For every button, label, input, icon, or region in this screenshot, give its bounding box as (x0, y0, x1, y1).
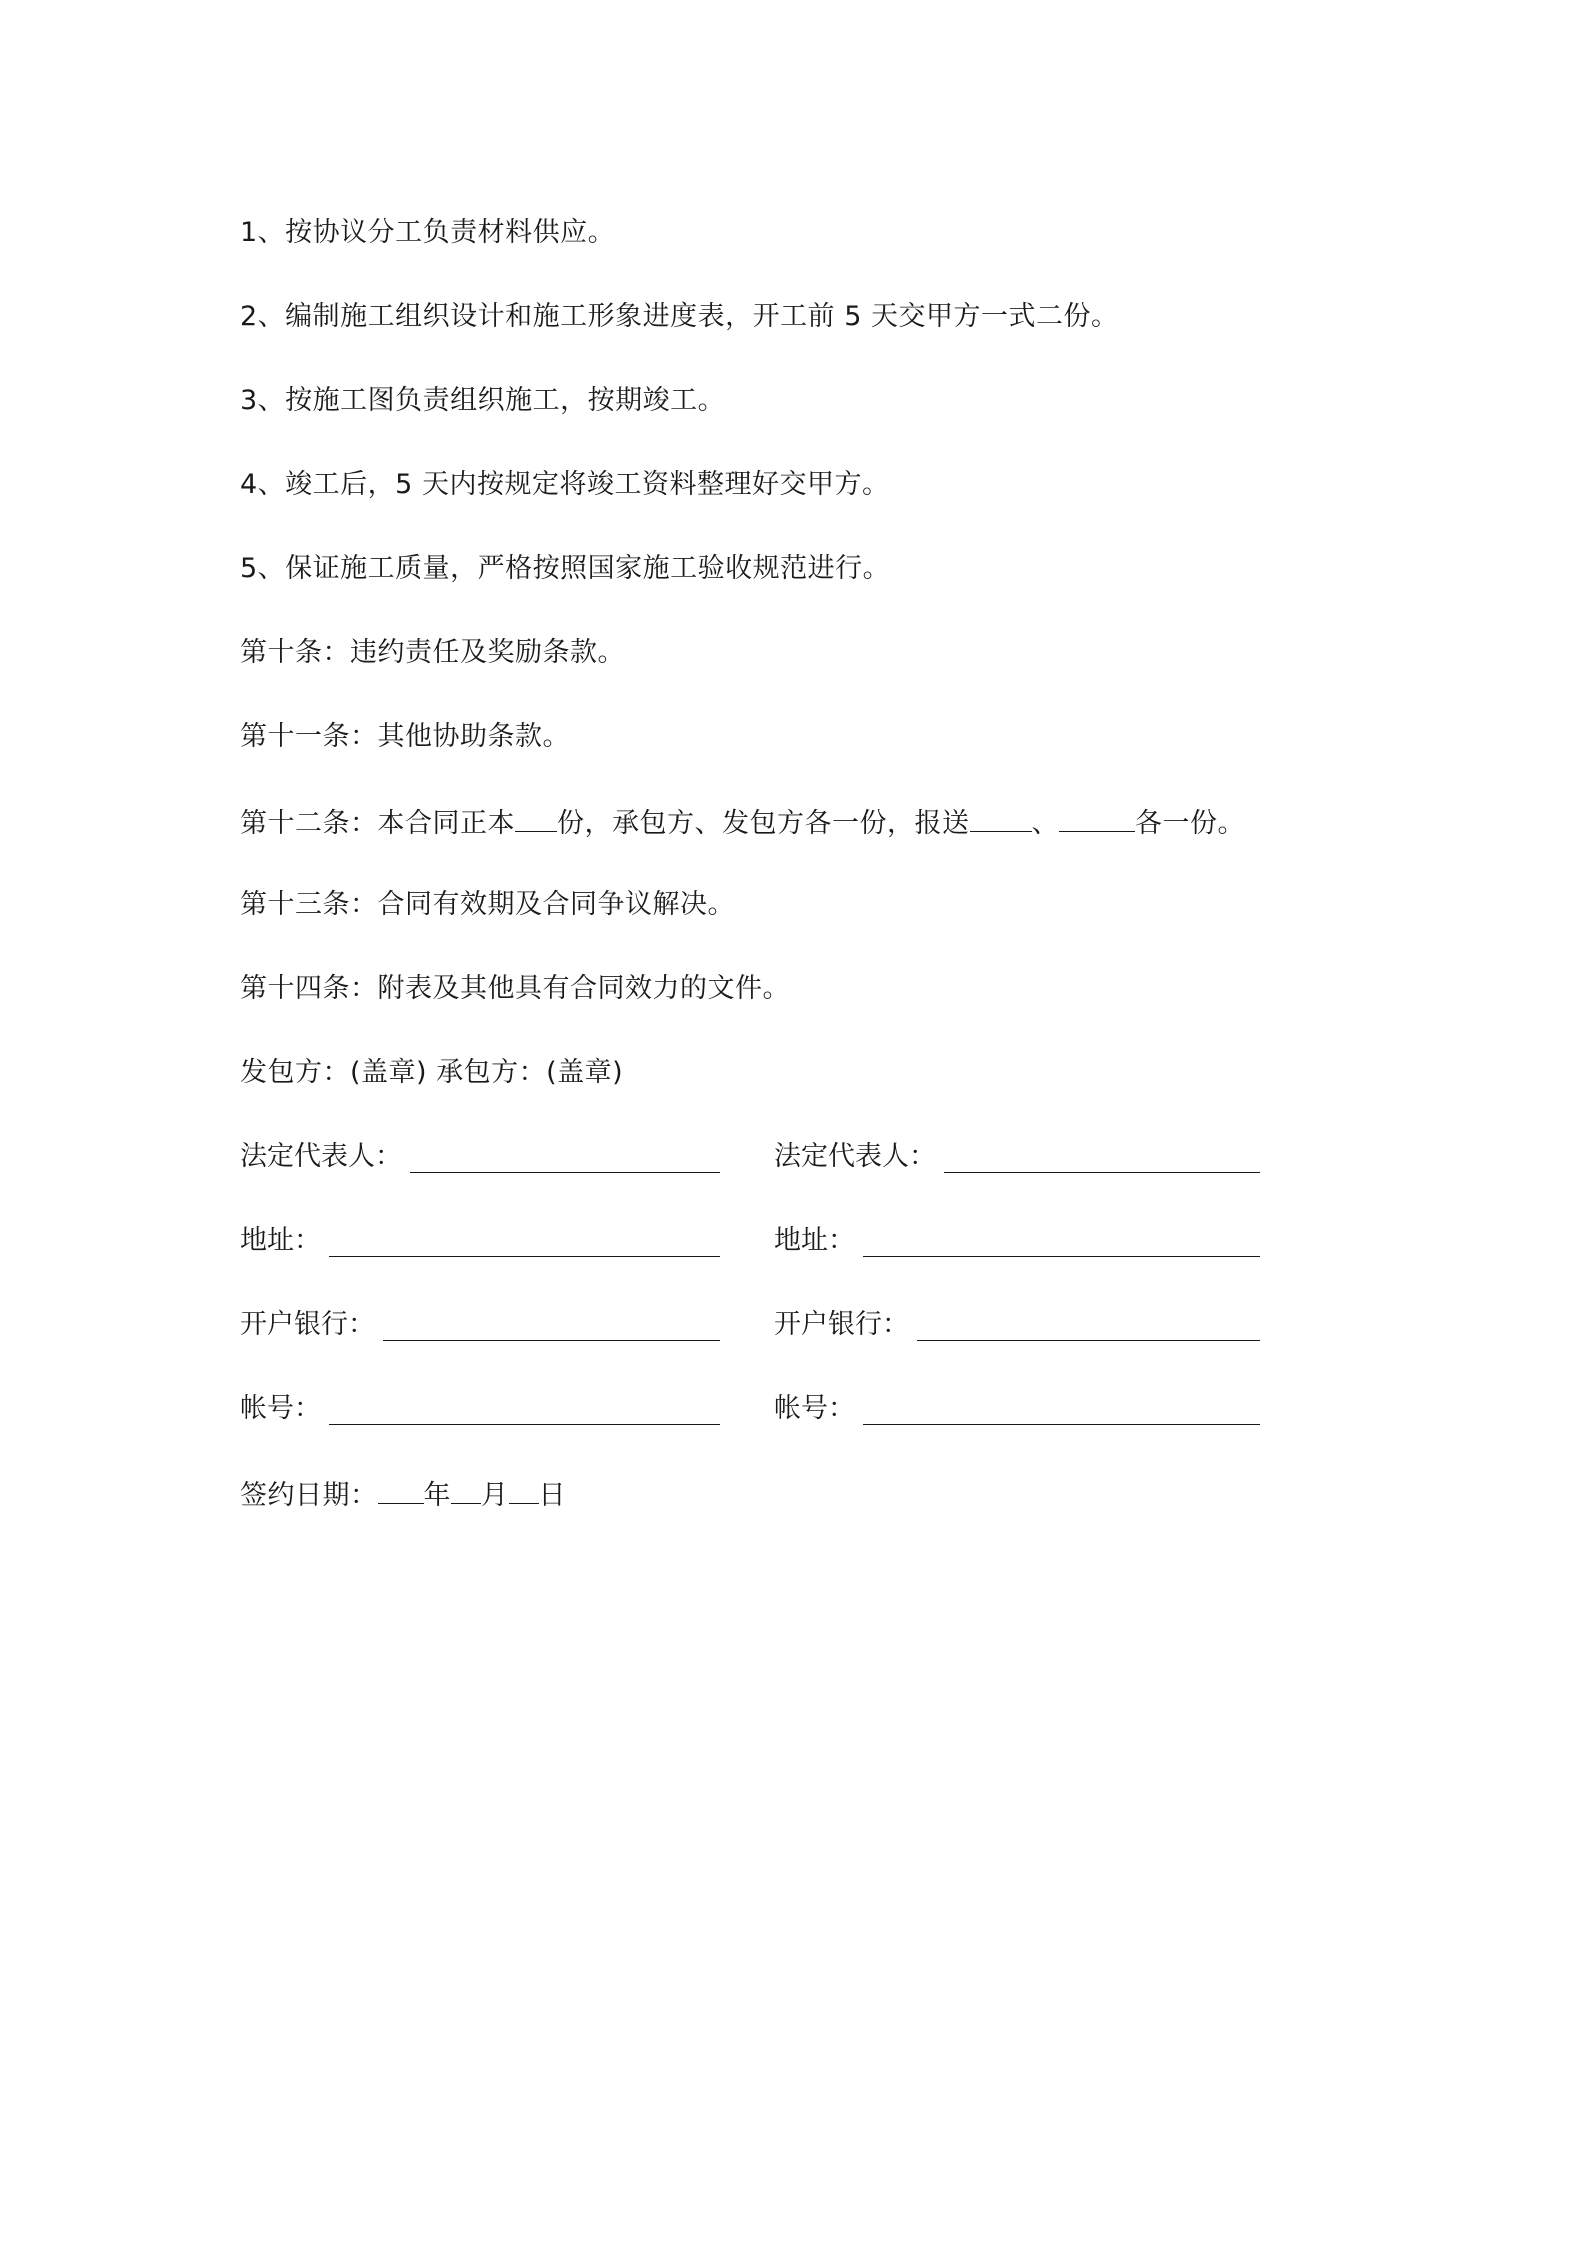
client-rep-field (240, 1137, 720, 1177)
article-12-mid: 份，承包方、发包方各一份，报送 (557, 808, 970, 839)
contractor-account-blank[interactable] (863, 1394, 1260, 1425)
article-12 (240, 801, 1245, 844)
obligation-item-4: 4、竣工后，5 天内按规定将竣工资料整理好交甲方。 (240, 469, 890, 500)
contractor-bank-field (774, 1305, 1260, 1345)
contractor-rep-field (774, 1137, 1260, 1177)
article-12-suffix: 各一份。 (1135, 808, 1245, 839)
signing-date-label: 签约日期： (240, 1480, 378, 1511)
client-rep-blank[interactable] (410, 1142, 720, 1173)
month-label: 月 (481, 1480, 509, 1511)
recipient-2-blank[interactable] (1059, 801, 1135, 832)
signature-row-account (240, 1389, 1260, 1431)
contractor-bank-label: 开户银行： (774, 1309, 909, 1340)
client-rep-label: 法定代表人： (240, 1141, 402, 1172)
year-blank[interactable] (378, 1473, 424, 1504)
month-blank[interactable] (451, 1473, 481, 1504)
article-13: 第十三条：合同有效期及合同争议解决。 (240, 889, 735, 920)
obligation-item-3: 3、按施工图负责组织施工，按期竣工。 (240, 385, 726, 416)
client-address-label: 地址： (240, 1225, 321, 1256)
contractor-address-label: 地址： (774, 1225, 855, 1256)
article-12-prefix: 第十二条：本合同正本 (240, 808, 515, 839)
contractor-rep-blank[interactable] (944, 1142, 1260, 1173)
contractor-address-field (774, 1221, 1260, 1261)
client-bank-blank[interactable] (383, 1310, 720, 1341)
client-address-field (240, 1221, 720, 1261)
signature-row-address (240, 1221, 1260, 1263)
contractor-account-field (774, 1389, 1260, 1429)
obligation-item-5: 5、保证施工质量，严格按照国家施工验收规范进行。 (240, 553, 891, 584)
parties-seal-line: 发包方：(盖章) 承包方：(盖章) (240, 1057, 624, 1088)
signing-date (240, 1473, 566, 1516)
client-address-blank[interactable] (329, 1226, 720, 1257)
obligation-item-2: 2、编制施工组织设计和施工形象进度表，开工前 5 天交甲方一式二份。 (240, 301, 1119, 332)
day-blank[interactable] (509, 1473, 539, 1504)
article-11: 第十一条：其他协助条款。 (240, 721, 570, 752)
contractor-rep-label: 法定代表人： (774, 1141, 936, 1172)
copies-count-blank[interactable] (515, 801, 557, 832)
contractor-bank-blank[interactable] (917, 1310, 1260, 1341)
article-10: 第十条：违约责任及奖励条款。 (240, 637, 625, 668)
article-14: 第十四条：附表及其他具有合同效力的文件。 (240, 973, 790, 1004)
contractor-account-label: 帐号： (774, 1393, 855, 1424)
client-bank-label: 开户银行： (240, 1309, 375, 1340)
article-12-separator: 、 (1031, 808, 1059, 839)
contractor-address-blank[interactable] (863, 1226, 1260, 1257)
year-label: 年 (423, 1480, 451, 1511)
signature-row-rep (240, 1137, 1260, 1179)
recipient-1-blank[interactable] (970, 801, 1032, 832)
client-account-label: 帐号： (240, 1393, 321, 1424)
client-account-blank[interactable] (329, 1394, 720, 1425)
signature-row-bank (240, 1305, 1260, 1347)
client-account-field (240, 1389, 720, 1429)
obligation-item-1: 1、按协议分工负责材料供应。 (240, 217, 616, 248)
client-bank-field (240, 1305, 720, 1345)
day-label: 日 (538, 1480, 566, 1511)
